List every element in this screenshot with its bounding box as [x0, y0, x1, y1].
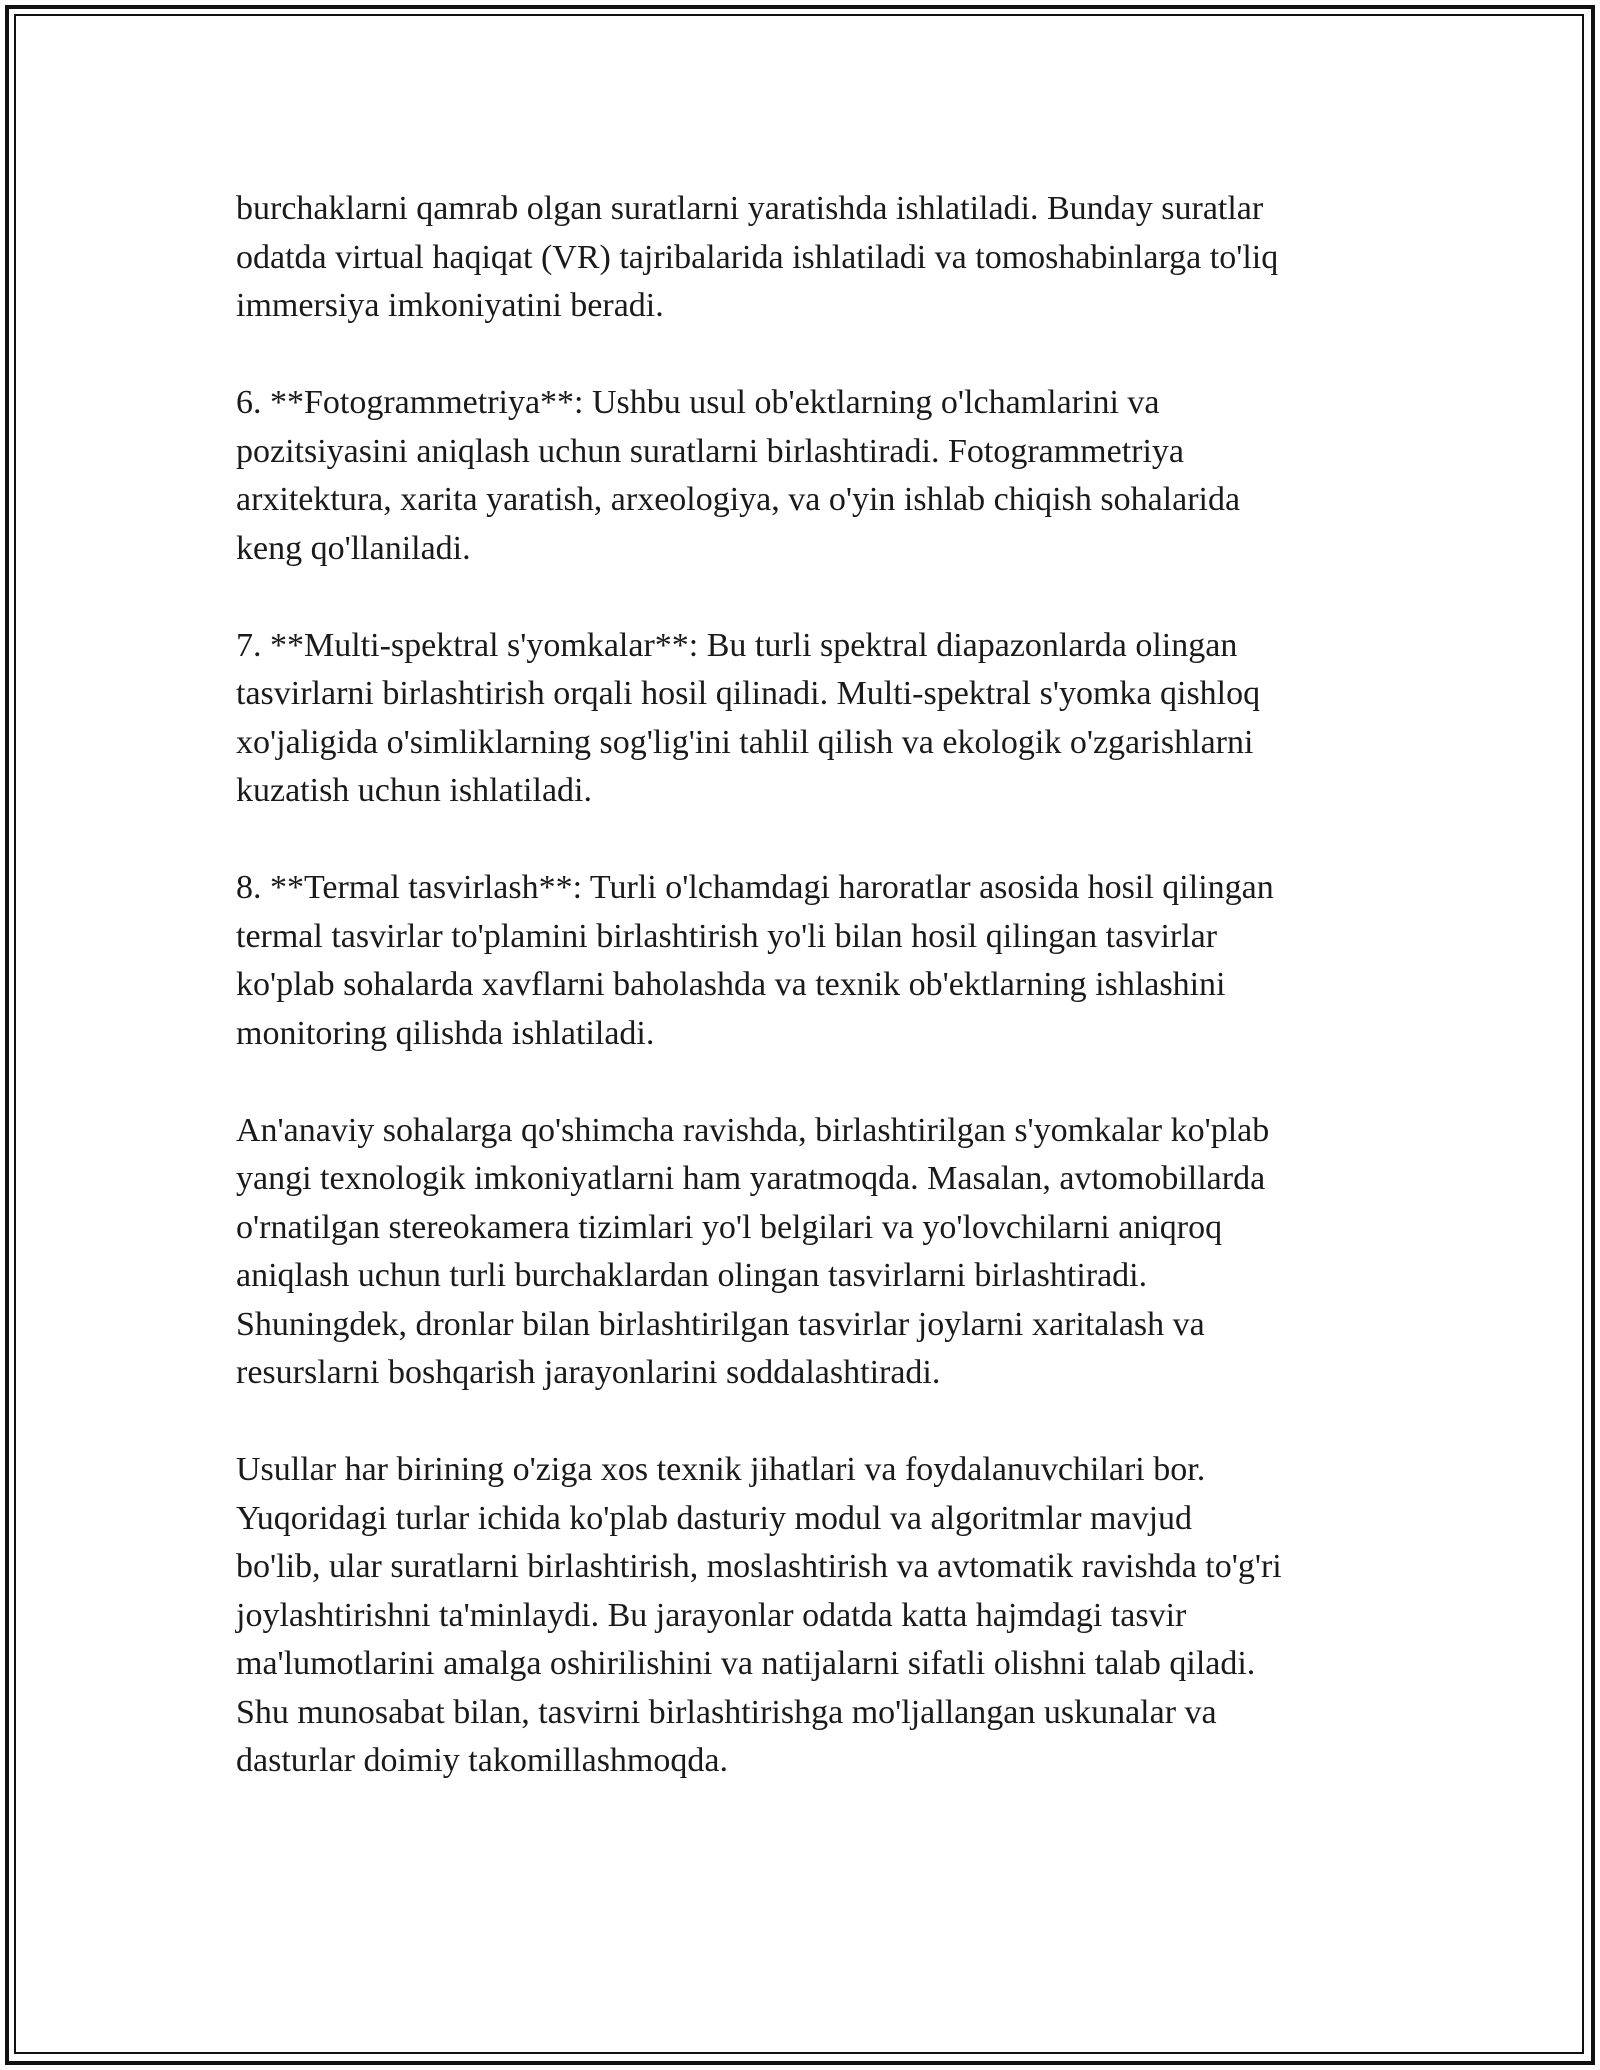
paragraph-multispectral: 7. **Multi-spektral s'yomkalar**: Bu turli spektral diapazonlarda olingan tasvirlarni birlashtirish orqali hosil qilinadi. Multi-spektral s'yomka qishloq xo'jaligida o'simliklarning sog'lig'ini tahlil qilish va ekologik o'zgarishlarni kuzatish uchun ishlatiladi.: [236, 626, 1261, 809]
paragraph-methods-summary: Usullar har birining o'ziga xos texnik jihatlari va foydalanuvchilari bor. Yuqoridagi turlar ichida ko'plab dasturiy modul va algoritmlar mavjud bo'lib, ular suratlarni birlashtirish, moslashtirish va avtomatik ravishda to'g'ri joylashtirishni ta'minlaydi. Bu jarayonlar odatda katta hajmdagi tasvir ma'lumotlarini amalga oshirilishini va natijalarni sifatli olishni talab qiladi. Shu munosabat bilan, tasvirni birlashtirishga mo'ljallangan uskunalar va dasturlar doimiy takomillashmoqda.: [236, 1451, 1282, 1779]
paragraph-thermal-imaging: 8. **Termal tasvirlash**: Turli o'lchamdagi haroratlar asosida hosil qilingan termal tasvirlar to'plamini birlashtirish yo'li bilan hosil qilingan tasvirlar ko'plab sohalarda xavflarni baholashda va texnik ob'ektlarning ishlashini monitoring qilishda ishlatiladi.: [236, 869, 1274, 1052]
paragraph-new-technologies: An'anaviy sohalarga qo'shimcha ravishda, birlashtirilgan s'yomkalar ko'plab yangi texnologik imkoniyatlarni ham yaratmoqda. Masalan, avtomobillarda o'rnatilgan stereokamera tizimlari yo'l belgilari va yo'lovchilarni aniqroq aniqlash uchun turli burchaklardan olingan tasvirlarni birlashtiradi. Shuningdek, dronlar bilan birlashtirilgan tasvirlar joylarni xaritalash va resurslarni boshqarish jarayonlarini soddalashtiradi.: [236, 1111, 1270, 1391]
paragraph-vr-panorama: burchaklarni qamrab olgan suratlarni yaratishda ishlatiladi. Bunday suratlar odatda virtual haqiqat (VR) tajribalarida ishlatiladi va tomoshabinlarga to'liq immersiya imkoniyatini beradi.: [236, 190, 1279, 324]
paragraph-photogrammetry: 6. **Fotogrammetriya**: Ushbu usul ob'ektlarning o'lchamlarini va pozitsiyasini aniqlash uchun suratlarni birlashtiradi. Fotogrammetriya arxitektura, xarita yaratish, arxeologiya, va o'yin ishlab chiqish sohalarida keng qo'llaniladi.: [236, 384, 1241, 567]
document-body: [236, 185, 1376, 1834]
